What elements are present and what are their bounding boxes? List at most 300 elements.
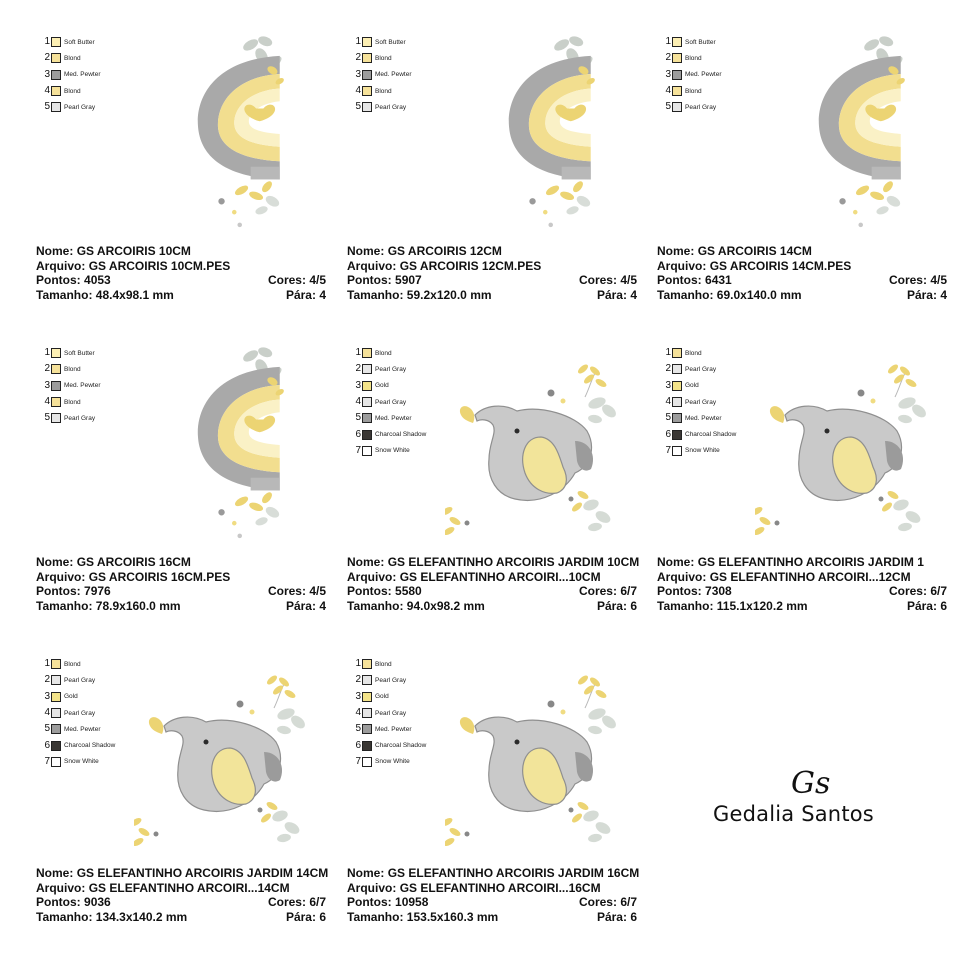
leaf-icon xyxy=(594,820,613,837)
design-size-label: Tamanho: xyxy=(347,287,404,302)
stop-count-label: Pára: xyxy=(285,909,316,924)
stop-count xyxy=(597,288,637,303)
design-card xyxy=(657,34,967,344)
leaf-icon xyxy=(276,725,291,735)
palette-number: 3 xyxy=(355,690,361,702)
design-info xyxy=(657,555,947,613)
palette-row xyxy=(661,34,791,50)
leaf-icon xyxy=(445,836,456,847)
leaf-icon xyxy=(587,414,602,424)
color-swatch xyxy=(362,675,372,685)
design-size-value: 153.5x160.3 mm xyxy=(406,909,499,924)
stitch-count-label: Pontos: xyxy=(347,273,392,288)
dot-icon xyxy=(561,399,566,404)
thread-name: Charcoal Shadow xyxy=(375,431,427,439)
thread-palette xyxy=(40,34,170,115)
dot-icon xyxy=(258,808,263,813)
design-file-value: GS ARCOIRIS 10CM.PES xyxy=(88,258,231,273)
design-file-line xyxy=(36,881,326,896)
design-name-line xyxy=(36,555,326,570)
palette-number: 1 xyxy=(355,347,361,359)
design-size-value: 59.2x120.0 mm xyxy=(406,287,492,302)
stitch-count-line xyxy=(347,584,637,599)
design-file-value: GS ELEFANTINHO ARCOIRI...14CM xyxy=(88,880,290,895)
heart-icon xyxy=(770,406,784,423)
stop-count-value: 4 xyxy=(940,287,947,302)
dot-icon xyxy=(218,198,224,204)
dot-icon xyxy=(853,210,858,215)
color-swatch xyxy=(672,430,682,440)
dot-icon xyxy=(548,390,555,397)
palette-number: 3 xyxy=(44,68,50,80)
design-card xyxy=(657,345,967,655)
color-swatch xyxy=(362,659,372,669)
palette-number: 2 xyxy=(355,674,361,686)
color-count-label: Cores: xyxy=(267,895,306,910)
thread-name: Med. Pewter xyxy=(64,725,101,733)
design-card xyxy=(36,345,346,655)
thread-name: Med. Pewter xyxy=(64,382,101,390)
color-count-value: 4/5 xyxy=(309,273,326,288)
leaf-icon xyxy=(264,505,281,520)
design-file-label: Arquivo: xyxy=(36,569,86,584)
design-name-label: Nome: xyxy=(657,555,695,569)
palette-row xyxy=(40,83,170,99)
color-count-label: Cores: xyxy=(578,895,617,910)
thread-name: Pearl Gray xyxy=(64,103,96,111)
palette-row xyxy=(351,67,481,83)
dot-icon xyxy=(839,198,845,204)
color-swatch xyxy=(362,708,372,718)
dot-icon xyxy=(879,497,884,502)
design-size-line xyxy=(347,288,637,303)
design-name-value: GS ELEFANTINHO ARCOIRIS JARDIM 14CM xyxy=(76,866,329,880)
palette-number: 3 xyxy=(665,379,671,391)
stitch-count-label: Pontos: xyxy=(347,895,392,910)
palette-number: 4 xyxy=(44,707,50,719)
color-swatch xyxy=(362,724,372,734)
design-file-label: Arquivo: xyxy=(347,880,397,895)
palette-row xyxy=(351,656,481,672)
design-size-value: 69.0x140.0 mm xyxy=(716,287,802,302)
design-card xyxy=(347,34,657,344)
leaf-icon xyxy=(576,674,589,686)
design-file-value: GS ARCOIRIS 14CM.PES xyxy=(709,258,852,273)
leaf-icon xyxy=(248,190,264,202)
leaf-icon xyxy=(137,826,150,837)
palette-number: 6 xyxy=(355,428,361,440)
leaf-icon xyxy=(544,184,560,198)
stitch-count-value: 5580 xyxy=(395,584,422,599)
design-file-label: Arquivo: xyxy=(657,258,707,273)
leaf-icon xyxy=(257,346,274,360)
elephant-art xyxy=(755,363,928,537)
thread-name: Pearl Gray xyxy=(64,676,96,684)
palette-row xyxy=(40,410,170,426)
stitch-count-value: 9036 xyxy=(84,895,111,910)
dot-icon xyxy=(154,832,159,837)
thread-name: Med. Pewter xyxy=(375,725,412,733)
color-count xyxy=(579,584,637,599)
design-name-label: Nome: xyxy=(36,866,74,880)
thread-name: Gold xyxy=(375,693,389,701)
design-size-line xyxy=(36,288,326,303)
palette-number: 1 xyxy=(44,347,50,359)
design-file-line xyxy=(347,881,637,896)
design-info xyxy=(36,244,326,302)
stitch-count-value: 7308 xyxy=(705,584,732,599)
stop-count-label: Pára: xyxy=(596,909,627,924)
stop-count xyxy=(907,599,947,614)
palette-number: 3 xyxy=(44,690,50,702)
leaf-icon xyxy=(568,35,585,49)
dot-icon xyxy=(569,808,574,813)
palette-number: 5 xyxy=(44,723,50,735)
stitch-count-line xyxy=(347,895,637,910)
palette-row xyxy=(40,394,170,410)
brand-monogram: Gs xyxy=(791,766,831,801)
color-count-value: 6/7 xyxy=(930,584,947,599)
color-count xyxy=(268,584,326,599)
thread-name: Blond xyxy=(64,87,81,95)
leaf-icon xyxy=(276,833,291,843)
design-file-line xyxy=(347,259,637,274)
palette-row xyxy=(351,83,481,99)
design-file-line xyxy=(657,570,947,585)
stop-count-value: 6 xyxy=(630,598,637,613)
dot-icon xyxy=(548,701,555,708)
dot-icon xyxy=(871,399,876,404)
color-swatch xyxy=(362,692,372,702)
leaf-icon xyxy=(448,515,461,526)
design-file-value: GS ARCOIRIS 16CM.PES xyxy=(88,569,231,584)
elephant-eye xyxy=(515,740,520,745)
design-name-value: GS ARCOIRIS 10CM xyxy=(76,244,191,258)
design-card xyxy=(36,656,346,966)
color-swatch xyxy=(362,757,372,767)
leaf-icon xyxy=(594,377,607,388)
leaf-icon xyxy=(892,498,910,513)
color-swatch xyxy=(362,413,372,423)
rainbow-design-preview xyxy=(172,34,302,234)
color-swatch xyxy=(51,381,61,391)
dot-icon xyxy=(465,832,470,837)
stitch-count-label: Pontos: xyxy=(657,273,702,288)
design-file-line xyxy=(657,259,947,274)
leaf-icon xyxy=(260,180,274,194)
design-name-value: GS ARCOIRIS 14CM xyxy=(697,244,812,258)
leaf-icon xyxy=(445,505,454,516)
thread-name: Med. Pewter xyxy=(685,414,722,422)
color-swatch xyxy=(51,659,61,669)
leaf-icon xyxy=(594,509,613,526)
stop-count xyxy=(286,288,326,303)
thread-name: Pearl Gray xyxy=(685,398,717,406)
palette-number: 2 xyxy=(44,363,50,375)
dot-icon xyxy=(232,210,237,215)
palette-row xyxy=(351,99,481,115)
palette-number: 5 xyxy=(665,101,671,113)
leaf-icon xyxy=(233,184,249,198)
design-file-label: Arquivo: xyxy=(36,258,86,273)
leaf-icon xyxy=(134,816,143,827)
leaf-icon xyxy=(594,688,607,699)
leaf-icon xyxy=(587,833,602,843)
palette-row xyxy=(40,378,170,394)
stitch-count-value: 7976 xyxy=(84,584,111,599)
design-info xyxy=(347,866,640,924)
palette-row xyxy=(661,83,791,99)
color-swatch xyxy=(672,348,682,358)
rainbow-design-preview xyxy=(483,34,613,234)
thread-name: Pearl Gray xyxy=(64,414,96,422)
leaf-icon xyxy=(587,522,602,532)
leaf-icon xyxy=(897,414,912,424)
thread-name: Charcoal Shadow xyxy=(685,431,737,439)
stop-count-label: Pára: xyxy=(906,287,937,302)
color-swatch xyxy=(362,381,372,391)
palette-number: 1 xyxy=(355,658,361,670)
color-swatch xyxy=(672,53,682,63)
design-name-line xyxy=(657,244,947,259)
palette-row xyxy=(40,99,170,115)
design-name-label: Nome: xyxy=(347,866,385,880)
palette-number: 6 xyxy=(355,739,361,751)
thread-name: Soft Butter xyxy=(685,38,716,46)
design-file-line xyxy=(36,570,326,585)
color-swatch xyxy=(51,741,61,751)
rainbow-base xyxy=(562,167,591,180)
color-swatch xyxy=(362,53,372,63)
color-swatch xyxy=(672,37,682,47)
leaf-icon xyxy=(571,180,585,194)
color-swatch xyxy=(362,741,372,751)
design-name-label: Nome: xyxy=(347,244,385,258)
design-info xyxy=(347,555,640,613)
thread-palette xyxy=(40,345,170,426)
design-size-value: 48.4x98.1 mm xyxy=(95,287,174,302)
design-size-line xyxy=(347,910,637,925)
design-name-line xyxy=(347,555,640,570)
stitch-count-line xyxy=(657,273,947,288)
leaf-icon xyxy=(892,373,905,385)
stop-count xyxy=(597,910,637,925)
dot-icon xyxy=(232,521,237,526)
stop-count xyxy=(286,910,326,925)
stitch-count-line xyxy=(36,273,326,288)
palette-number: 7 xyxy=(355,444,361,456)
design-info xyxy=(36,866,329,924)
palette-row xyxy=(40,361,170,377)
stitch-count-value: 10958 xyxy=(395,895,429,910)
palette-number: 5 xyxy=(44,412,50,424)
design-size-line xyxy=(36,910,326,925)
palette-number: 7 xyxy=(44,755,50,767)
leaf-icon xyxy=(271,809,289,824)
heart-icon xyxy=(460,717,474,734)
color-count-label: Cores: xyxy=(578,273,617,288)
color-count-value: 6/7 xyxy=(620,584,637,599)
palette-number: 7 xyxy=(665,444,671,456)
stop-count-label: Pára: xyxy=(596,598,627,613)
palette-number: 6 xyxy=(44,739,50,751)
leaf-icon xyxy=(878,35,895,49)
design-file-line xyxy=(36,259,326,274)
elephant-art xyxy=(445,674,618,848)
stitch-count-label: Pontos: xyxy=(36,273,81,288)
thread-palette xyxy=(661,34,791,115)
stitch-count-label: Pontos: xyxy=(36,895,81,910)
color-count xyxy=(889,273,947,288)
thread-name: Soft Butter xyxy=(64,349,95,357)
thread-name: Snow White xyxy=(375,758,410,766)
palette-number: 3 xyxy=(355,68,361,80)
dot-icon xyxy=(775,521,780,526)
rainbow-base xyxy=(251,167,280,180)
heart-icon xyxy=(460,406,474,423)
leaf-icon xyxy=(134,836,145,847)
palette-row xyxy=(661,345,791,361)
design-size-value: 115.1x120.2 mm xyxy=(716,598,808,613)
color-count-label: Cores: xyxy=(267,584,306,599)
leaf-icon xyxy=(260,491,274,505)
dot-icon xyxy=(218,509,224,515)
thread-name: Soft Butter xyxy=(375,38,406,46)
design-size-value: 134.3x140.2 mm xyxy=(95,909,188,924)
rainbow-art xyxy=(198,35,285,228)
design-size-label: Tamanho: xyxy=(36,909,93,924)
stitch-count-line xyxy=(36,584,326,599)
leaf-icon xyxy=(448,826,461,837)
palette-number: 3 xyxy=(355,379,361,391)
elephant-design-preview xyxy=(445,672,630,857)
thread-name: Gold xyxy=(64,693,78,701)
color-count-value: 6/7 xyxy=(309,895,326,910)
thread-name: Blond xyxy=(64,54,81,62)
leaf-icon xyxy=(233,495,249,509)
palette-row xyxy=(40,345,170,361)
thread-name: Pearl Gray xyxy=(685,103,717,111)
design-size-line xyxy=(657,599,947,614)
design-file-value: GS ELEFANTINHO ARCOIRI...16CM xyxy=(399,880,601,895)
stop-count-value: 4 xyxy=(319,598,326,613)
color-count-label: Cores: xyxy=(888,273,927,288)
dot-icon xyxy=(548,223,553,228)
design-name-label: Nome: xyxy=(657,244,695,258)
design-name-line xyxy=(347,866,640,881)
leaf-icon xyxy=(886,363,899,375)
leaf-icon xyxy=(248,501,264,513)
color-swatch xyxy=(362,86,372,96)
color-count-label: Cores: xyxy=(267,273,306,288)
color-swatch xyxy=(672,413,682,423)
color-swatch xyxy=(51,37,61,47)
stop-count xyxy=(597,599,637,614)
thread-name: Pearl Gray xyxy=(375,103,407,111)
design-name-value: GS ARCOIRIS 12CM xyxy=(387,244,502,258)
color-count xyxy=(268,895,326,910)
leaf-icon xyxy=(570,812,583,824)
elephant-design-preview xyxy=(134,672,319,857)
thread-name: Gold xyxy=(375,382,389,390)
leaf-icon xyxy=(881,180,895,194)
design-file-label: Arquivo: xyxy=(657,569,707,584)
leaf-icon xyxy=(880,501,893,513)
palette-row xyxy=(351,50,481,66)
palette-number: 4 xyxy=(355,396,361,408)
palette-number: 1 xyxy=(44,658,50,670)
stop-count-value: 6 xyxy=(319,909,326,924)
design-name-value: GS ELEFANTINHO ARCOIRIS JARDIM 16CM xyxy=(387,866,640,880)
rainbow-art xyxy=(819,35,906,228)
thread-name: Med. Pewter xyxy=(64,71,101,79)
color-swatch xyxy=(672,446,682,456)
design-file-label: Arquivo: xyxy=(347,258,397,273)
color-count-label: Cores: xyxy=(578,584,617,599)
thread-name: Blond xyxy=(64,365,81,373)
dot-icon xyxy=(561,710,566,715)
design-name-line xyxy=(347,244,637,259)
palette-number: 2 xyxy=(665,363,671,375)
rainbow-art xyxy=(198,346,285,539)
leaf-icon xyxy=(445,525,456,536)
color-swatch xyxy=(51,413,61,423)
color-swatch xyxy=(362,102,372,112)
leaf-icon xyxy=(259,812,272,824)
palette-number: 6 xyxy=(665,428,671,440)
leaf-icon xyxy=(254,516,268,527)
stitch-count-label: Pontos: xyxy=(347,584,392,599)
palette-number: 2 xyxy=(355,52,361,64)
color-swatch xyxy=(362,446,372,456)
leaf-icon xyxy=(886,489,899,500)
leaf-icon xyxy=(254,205,268,216)
design-file-value: GS ELEFANTINHO ARCOIRI...10CM xyxy=(399,569,601,584)
design-size-value: 94.0x98.2 mm xyxy=(406,598,485,613)
color-swatch xyxy=(51,675,61,685)
palette-number: 5 xyxy=(355,101,361,113)
color-swatch xyxy=(362,70,372,80)
palette-number: 4 xyxy=(355,85,361,97)
dot-icon xyxy=(858,390,865,397)
thread-name: Med. Pewter xyxy=(375,414,412,422)
thread-name: Gold xyxy=(685,382,699,390)
thread-palette xyxy=(351,34,481,115)
rainbow-base xyxy=(251,478,280,491)
thread-name: Soft Butter xyxy=(64,38,95,46)
design-info xyxy=(347,244,637,302)
dot-icon xyxy=(543,210,548,215)
elephant-eye xyxy=(204,740,209,745)
dot-icon xyxy=(237,223,242,228)
dot-icon xyxy=(250,710,255,715)
palette-number: 4 xyxy=(665,85,671,97)
design-name-line xyxy=(36,866,329,881)
leaf-icon xyxy=(576,489,589,500)
leaf-icon xyxy=(257,35,274,49)
dot-icon xyxy=(237,534,242,539)
stop-count-value: 6 xyxy=(940,598,947,613)
design-file-label: Arquivo: xyxy=(36,880,86,895)
design-size-line xyxy=(657,288,947,303)
design-name-label: Nome: xyxy=(347,555,385,569)
thread-name: Med. Pewter xyxy=(375,71,412,79)
design-file-value: GS ARCOIRIS 12CM.PES xyxy=(399,258,542,273)
design-name-label: Nome: xyxy=(36,244,74,258)
color-swatch xyxy=(51,86,61,96)
design-name-line xyxy=(657,555,947,570)
thread-name: Charcoal Shadow xyxy=(375,742,427,750)
